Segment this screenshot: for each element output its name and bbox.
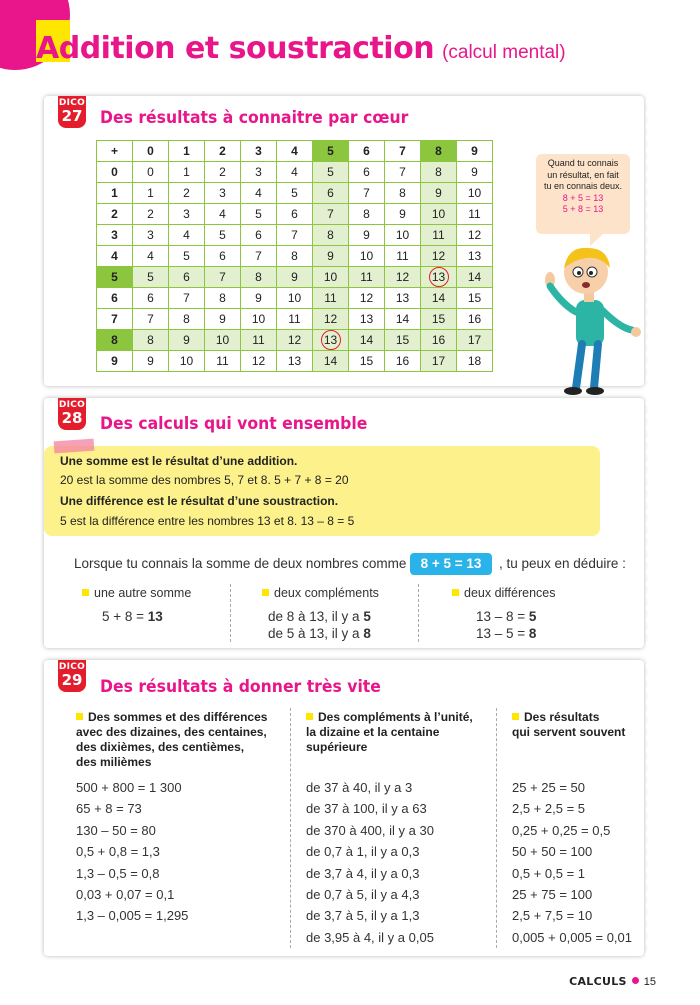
dico-label: DICO — [58, 400, 86, 410]
bullet-icon — [306, 713, 313, 720]
dico-badge-28 — [58, 398, 86, 430]
table-cell: 8 — [313, 225, 349, 246]
table-cell: 4 — [241, 183, 277, 204]
table-header-cell: 3 — [241, 141, 277, 162]
deduce-col-title: une autre somme — [94, 586, 192, 600]
difference-definition: Une différence est le résultat d’une soustraction. — [60, 494, 339, 508]
table-cell: 14 — [421, 288, 457, 309]
title-main — [36, 31, 435, 66]
sum-example: 20 est la somme des nombres 5, 7 et 8. 5 + 7 + 8 = 20 — [60, 473, 349, 487]
title-rest: ddition et soustraction — [58, 31, 435, 66]
list-item: 130 – 50 = 80 — [76, 822, 156, 838]
table-cell: 2 — [205, 162, 241, 183]
list-item: de 3,7 à 4, il y a 0,3 — [306, 865, 420, 881]
table-cell: 17 — [421, 351, 457, 372]
table-cell: 10 — [241, 309, 277, 330]
table-cell: 4 — [205, 204, 241, 225]
deduce-sentence: Lorsque tu connais la somme de deux nombres comme — [74, 556, 407, 571]
table-row — [97, 330, 493, 351]
list-item: 1,3 – 0,005 = 1,295 — [76, 908, 189, 924]
deduce-line-text: 13 – 8 = — [476, 609, 529, 624]
section-title-27: Des résultats à connaitre par cœur — [100, 108, 409, 128]
list-item: de 3,7 à 5, il y a 1,3 — [306, 908, 420, 924]
table-cell: 15 — [349, 351, 385, 372]
table-row — [97, 288, 493, 309]
table-cell: 14 — [385, 309, 421, 330]
sum-definition: Une somme est le résultat d’une addition. — [60, 454, 298, 468]
deduce-sentence-end: , tu peux en déduire : — [499, 556, 626, 571]
table-row — [97, 309, 493, 330]
deduce-col-title: deux différences — [464, 586, 556, 600]
list-item: 1,3 – 0,5 = 0,8 — [76, 865, 160, 881]
table-cell: 6 — [241, 225, 277, 246]
table-cell: 9 — [133, 351, 169, 372]
quick-head: supérieure — [306, 740, 368, 754]
list-item: de 0,7 à 1, il y a 0,3 — [306, 844, 420, 860]
list-item: de 370 à 400, il y a 30 — [306, 822, 434, 838]
table-cell: 11 — [277, 309, 313, 330]
dico-number: 27 — [61, 107, 83, 125]
table-cell: 7 — [349, 183, 385, 204]
table-row — [97, 246, 493, 267]
dot-icon — [632, 977, 639, 984]
deduce-col-complements — [262, 586, 379, 642]
dico-number: 29 — [61, 671, 83, 689]
bubble-equation: 5 + 8 = 13 — [562, 204, 604, 214]
list-item: de 37 à 100, il y a 63 — [306, 801, 427, 817]
list-item: 25 + 25 = 50 — [512, 780, 586, 795]
table-cell: 5 — [277, 183, 313, 204]
table-cell: 7 — [169, 288, 205, 309]
table-cell: 2 — [133, 204, 169, 225]
column-divider — [418, 584, 419, 642]
dico-label: DICO — [58, 662, 86, 672]
table-cell — [313, 330, 349, 351]
table-cell: 8 — [169, 309, 205, 330]
quick-head: qui servent souvent — [512, 725, 626, 739]
table-cell: 15 — [421, 309, 457, 330]
table-cell: 5 — [133, 267, 169, 288]
title-subtitle: (calcul mental) — [442, 42, 566, 63]
table-cell: 9 — [205, 309, 241, 330]
speech-bubble — [536, 154, 630, 234]
table-cell: 12 — [277, 330, 313, 351]
table-row-header: 0 — [97, 162, 133, 183]
table-cell: 5 — [169, 246, 205, 267]
table-cell: 1 — [133, 183, 169, 204]
table-cell: 13 — [349, 309, 385, 330]
section-title-29: Des résultats à donner très vite — [100, 677, 381, 697]
table-cell: 8 — [277, 246, 313, 267]
bubble-equation: 8 + 5 = 13 — [562, 192, 604, 203]
table-cell: 9 — [241, 288, 277, 309]
page-footer — [569, 975, 656, 988]
addition-table — [96, 140, 493, 372]
table-row-header: 3 — [97, 225, 133, 246]
table-cell: 10 — [205, 330, 241, 351]
list-item: 0,5 + 0,5 = 1 — [512, 865, 586, 881]
table-cell: 12 — [421, 246, 457, 267]
bubble-line: un résultat, en fait — [547, 169, 619, 180]
bullet-icon — [262, 589, 269, 596]
quick-col-sums — [76, 710, 268, 924]
table-cell: 6 — [169, 267, 205, 288]
table-row — [97, 225, 493, 246]
table-cell: 9 — [421, 183, 457, 204]
table-cell: 15 — [385, 330, 421, 351]
table-cell: 9 — [169, 330, 205, 351]
list-item: 2,5 + 7,5 = 10 — [512, 908, 593, 924]
table-cell: 9 — [349, 225, 385, 246]
quick-col-useful — [512, 710, 632, 945]
table-cell: 3 — [205, 183, 241, 204]
dico-badge-29 — [58, 660, 86, 692]
table-cell: 6 — [349, 162, 385, 183]
table-cell: 16 — [385, 351, 421, 372]
table-cell: 4 — [133, 246, 169, 267]
table-cell: 3 — [169, 204, 205, 225]
table-header-cell: 6 — [349, 141, 385, 162]
page-title — [36, 16, 566, 66]
table-cell: 5 — [241, 204, 277, 225]
table-cell: 10 — [421, 204, 457, 225]
list-item: de 0,7 à 5, il y a 4,3 — [306, 886, 420, 902]
table-cell: 7 — [313, 204, 349, 225]
table-row — [97, 204, 493, 225]
circled-value: 13 — [321, 330, 341, 350]
table-cell: 10 — [349, 246, 385, 267]
table-cell: 12 — [349, 288, 385, 309]
table-cell: 11 — [421, 225, 457, 246]
table-cell: 8 — [205, 288, 241, 309]
table-cell: 14 — [349, 330, 385, 351]
table-cell: 14 — [457, 267, 493, 288]
deduce-col-differences — [452, 586, 556, 642]
table-cell: 9 — [457, 162, 493, 183]
table-cell: 10 — [313, 267, 349, 288]
table-cell: 9 — [385, 204, 421, 225]
bullet-icon — [76, 713, 83, 720]
table-cell: 6 — [205, 246, 241, 267]
list-item: 0,5 + 0,8 = 1,3 — [76, 844, 160, 860]
bubble-line: tu en connais deux. — [543, 181, 623, 191]
list-item: de 37 à 40, il y a 3 — [306, 780, 413, 795]
table-cell: 5 — [313, 162, 349, 183]
table-cell: 8 — [241, 267, 277, 288]
table-header-cell: 5 — [313, 141, 349, 162]
quick-head: des milièmes — [76, 755, 152, 769]
table-cell: 6 — [313, 183, 349, 204]
bullet-icon — [452, 589, 459, 596]
table-row-header: 7 — [97, 309, 133, 330]
table-row — [97, 162, 493, 183]
list-item: de 3,95 à 4, il y a 0,05 — [306, 929, 434, 945]
table-cell: 17 — [457, 330, 493, 351]
deduce-line-value: 5 — [363, 609, 371, 624]
dico-label: DICO — [58, 98, 86, 108]
table-cell: 13 — [277, 351, 313, 372]
table-cell: 12 — [241, 351, 277, 372]
table-cell: 8 — [385, 183, 421, 204]
deduce-line-text: de 8 à 13, il y a — [268, 609, 364, 624]
table-cell: 11 — [349, 267, 385, 288]
circled-value: 13 — [429, 267, 449, 287]
dico-badge-27 — [58, 96, 86, 128]
table-cell: 8 — [133, 330, 169, 351]
kid-illustration — [528, 238, 648, 398]
table-cell: 11 — [385, 246, 421, 267]
table-cell: 10 — [169, 351, 205, 372]
quick-list — [512, 780, 632, 951]
table-cell: 4 — [169, 225, 205, 246]
table-header-cell: 7 — [385, 141, 421, 162]
deduce-line-text: 5 + 8 = — [102, 609, 148, 624]
table-cell: 14 — [313, 351, 349, 372]
equation-pill: 8 + 5 = 13 — [410, 553, 492, 575]
list-item: 0,25 + 0,25 = 0,5 — [512, 822, 611, 838]
table-cell: 3 — [133, 225, 169, 246]
table-header-cell: 2 — [205, 141, 241, 162]
deduce-line-text: 13 – 5 = — [476, 626, 529, 641]
table-cell: 7 — [205, 267, 241, 288]
table-cell: 6 — [277, 204, 313, 225]
deduce-line-value: 5 — [528, 609, 537, 624]
table-row-header: 8 — [97, 330, 133, 351]
table-row-header: 1 — [97, 183, 133, 204]
list-item: 0,005 + 0,005 = 0,01 — [512, 929, 632, 945]
table-cell: 3 — [241, 162, 277, 183]
table-cell: 18 — [457, 351, 493, 372]
quick-head: Des sommes et des différences — [88, 710, 268, 724]
table-cell: 13 — [457, 246, 493, 267]
table-cell: 16 — [457, 309, 493, 330]
table-cell — [421, 267, 457, 288]
table-cell: 8 — [421, 162, 457, 183]
difference-example: 5 est la différence entre les nombres 13 et 8. 13 – 8 = 5 — [60, 514, 355, 528]
table-header-cell: 9 — [457, 141, 493, 162]
table-cell: 12 — [385, 267, 421, 288]
table-cell: 15 — [457, 288, 493, 309]
list-item: 0,03 + 0,07 = 0,1 — [76, 886, 175, 902]
table-cell: 10 — [385, 225, 421, 246]
table-row — [97, 183, 493, 204]
table-cell: 8 — [349, 204, 385, 225]
table-row-header: 6 — [97, 288, 133, 309]
quick-list — [76, 780, 188, 930]
table-cell: 9 — [313, 246, 349, 267]
list-item: 65 + 8 = 73 — [76, 801, 142, 817]
title-first-letter: A — [36, 31, 59, 66]
table-cell: 11 — [205, 351, 241, 372]
page-number: 15 — [643, 976, 656, 988]
table-row-header: 4 — [97, 246, 133, 267]
quick-head: Des résultats — [524, 710, 600, 724]
table-cell: 7 — [133, 309, 169, 330]
table-cell: 7 — [385, 162, 421, 183]
deduce-line-value: 8 — [363, 626, 371, 641]
table-header-cell: 4 — [277, 141, 313, 162]
table-header-cell: + — [97, 141, 133, 162]
list-item: 50 + 50 = 100 — [512, 844, 593, 860]
table-cell: 1 — [169, 162, 205, 183]
table-header-cell: 0 — [133, 141, 169, 162]
table-cell: 2 — [169, 183, 205, 204]
dico-number: 28 — [61, 409, 83, 427]
list-item: 500 + 800 = 1 300 — [76, 780, 182, 795]
table-row — [97, 351, 493, 372]
quick-head: avec des dizaines, des centaines, — [76, 725, 267, 739]
column-divider — [496, 708, 497, 948]
table-cell: 16 — [421, 330, 457, 351]
quick-list — [306, 780, 434, 951]
table-cell: 10 — [277, 288, 313, 309]
deduce-line-value: 8 — [528, 626, 537, 641]
table-row-header: 9 — [97, 351, 133, 372]
deduce-line-value: 13 — [147, 609, 163, 624]
list-item: 2,5 + 2,5 = 5 — [512, 801, 586, 817]
quick-col-complements — [306, 710, 473, 945]
table-cell: 6 — [133, 288, 169, 309]
table-cell: 0 — [133, 162, 169, 183]
deduce-col-title: deux compléments — [274, 586, 379, 600]
quick-head: des dixièmes, des centièmes, — [76, 740, 245, 754]
footer-section: CALCULS — [569, 975, 627, 988]
table-row-header: 5 — [97, 267, 133, 288]
quick-head: la dizaine et la centaine — [306, 725, 440, 739]
deduce-line-text: de 5 à 13, il y a — [268, 626, 364, 641]
deduce-col-sum — [82, 586, 191, 625]
table-cell: 5 — [205, 225, 241, 246]
table-cell: 9 — [277, 267, 313, 288]
bullet-icon — [512, 713, 519, 720]
table-header-cell: 1 — [169, 141, 205, 162]
table-cell: 12 — [313, 309, 349, 330]
table-cell: 7 — [241, 246, 277, 267]
section-title-28: Des calculs qui vont ensemble — [100, 414, 368, 434]
table-header-cell: 8 — [421, 141, 457, 162]
table-row — [97, 267, 493, 288]
column-divider — [290, 708, 291, 948]
table-cell: 12 — [457, 225, 493, 246]
table-cell: 11 — [313, 288, 349, 309]
column-divider — [230, 584, 231, 642]
table-cell: 13 — [385, 288, 421, 309]
table-row-header: 2 — [97, 204, 133, 225]
table-cell: 7 — [277, 225, 313, 246]
bubble-line: Quand tu connais — [547, 158, 619, 168]
table-cell: 4 — [277, 162, 313, 183]
quick-head: Des compléments à l’unité, — [318, 710, 473, 724]
table-cell: 11 — [457, 204, 493, 225]
bullet-icon — [82, 589, 89, 596]
definitions-box — [44, 446, 600, 536]
table-cell: 11 — [241, 330, 277, 351]
table-cell: 10 — [457, 183, 493, 204]
list-item: 25 + 75 = 100 — [512, 886, 593, 902]
